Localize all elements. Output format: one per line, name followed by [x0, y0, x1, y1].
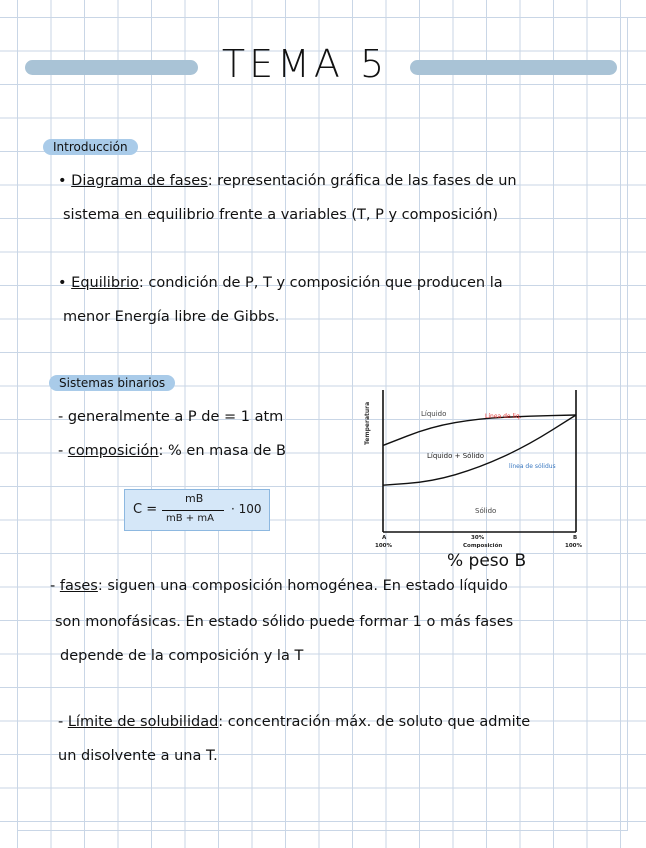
formula-multiplier: · 100	[231, 502, 262, 516]
composicion-def: : % en masa de B	[158, 443, 286, 459]
formula-fraction-bar	[162, 510, 224, 511]
legend-solidus-label: línea de sólidus	[509, 463, 556, 470]
legend-liquidus-label: Línea de liq.	[485, 413, 522, 420]
fases-line-3: depende de la composición y la T	[60, 648, 304, 664]
equilibrio-line-2: menor Energía libre de Gibbs.	[63, 309, 280, 325]
formula-denominator: mB + mA	[166, 513, 214, 524]
solidus-curve	[383, 415, 576, 485]
limite-def-1: : concentración máx. de soluto que admite	[218, 714, 531, 730]
formula-lhs: C =	[133, 502, 158, 517]
equilibrio-term: Equilibrio	[71, 275, 139, 291]
diagrama-line-1: • Diagrama de fases: representación gráfica de las fases de un	[58, 173, 517, 189]
x-tick-mid: 30%	[471, 535, 485, 541]
x-tick-a-pct: 100%	[375, 543, 392, 549]
limite-line-2: un disolvente a una T.	[58, 748, 218, 764]
sistemas-item-1: - generalmente a P de = 1 atm	[58, 409, 284, 425]
equilibrio-def-1: : condición de P, T y composición que producen la	[138, 275, 503, 291]
composicion-term: composición	[67, 443, 159, 459]
formula-numerator: mB	[185, 492, 204, 505]
title-bar-left	[25, 60, 198, 75]
limite-term: Límite de solubilidad	[67, 714, 219, 730]
title-bar-right	[410, 60, 617, 75]
x-tick-b: B	[573, 535, 578, 541]
region-label-liquido-solido: Líquido + Sólido	[427, 452, 485, 460]
section-heading-introduccion: Introducción	[43, 139, 138, 155]
fases-def-1: : siguen una composición homogénea. En estado líquido	[97, 578, 508, 594]
composition-formula-box	[124, 489, 270, 531]
phase-diagram-chart	[355, 385, 595, 555]
fases-term: fases	[59, 578, 98, 594]
limite-line-1: - Límite de solubilidad: concentración máx. de soluto que admite	[58, 714, 531, 730]
diagrama-line-2: sistema en equilibrio frente a variables (T, P y composición)	[63, 207, 499, 223]
diagrama-term: Diagrama de fases	[71, 173, 208, 189]
x-axis-label: Composición	[463, 543, 503, 549]
equilibrio-line-1: • Equilibrio: condición de P, T y composición que producen la	[58, 275, 503, 291]
diagrama-def-1: : representación gráfica de las fases de un	[207, 173, 517, 189]
section-heading-sistemas: Sistemas binarios	[49, 375, 175, 391]
fases-line-2: son monofásicas. En estado sólido puede formar 1 o más fases	[55, 614, 514, 630]
x-tick-b-pct: 100%	[565, 543, 582, 549]
page-title: TEMA 5	[221, 42, 389, 86]
liquidus-curve	[383, 415, 576, 445]
chart-caption: % peso B	[447, 551, 527, 571]
region-label-solido: Sólido	[475, 507, 497, 515]
chart-y-label: Temperatura	[364, 401, 371, 445]
fases-line-1: - fases: siguen una composición homogénea. En estado líquido	[50, 578, 508, 594]
region-label-liquido: Líquido	[421, 410, 447, 418]
x-tick-a: A	[382, 535, 387, 541]
sistemas-item-2: - composición: % en masa de B	[58, 443, 286, 459]
